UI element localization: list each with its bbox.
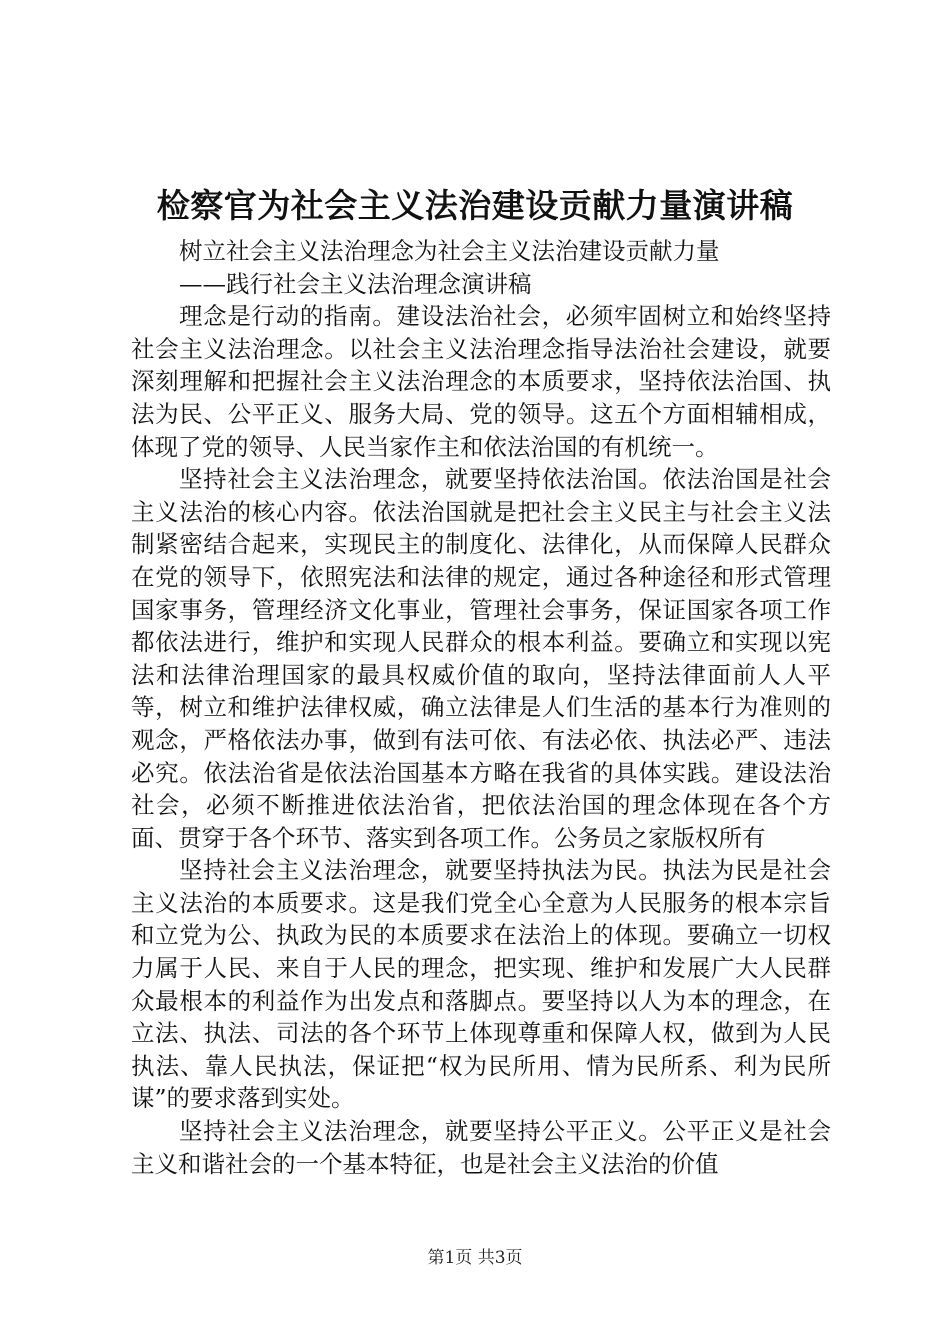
document-body [131,235,831,1180]
document-subtitle-line-2: ——践行社会主义法治理念演讲稿 [179,269,532,298]
body-paragraph: 坚持社会主义法治理念，就要坚持公平正义。公平正义是社会主义和谐社会的一个基本特征，也是社会主义法治的价值 [131,1117,831,1178]
page-number-footer: 第1页 共3页 [427,1248,523,1268]
document-title: 检察官为社会主义法治建设贡献力量演讲稿 [156,186,794,225]
body-paragraph: 理念是行动的指南。建设法治社会，必须牢固树立和始终坚持社会主义法治理念。以社会主义法治理念指导法治社会建设，就要深刻理解和把握社会主义法治理念的本质要求，坚持依法治国、执法为民、公平正义、服务大局、党的领导。这五个方面相辅相成，体现了党的领导、人民当家作主和依法治国的有机统一。 [131,302,831,461]
body-paragraph: 坚持社会主义法治理念，就要坚持依法治国。依法治国是社会主义法治的核心内容。依法治国就是把社会主义民主与社会主义法制紧密结合起来，实现民主的制度化、法律化，从而保障人民群众在党的领导下，依照宪法和法律的规定，通过各种途径和形式管理国家事务，管理经济文化事业，管理社会事务，保证国家各项工作都依法进行，维护和实现人民群众的根本利益。要确立和实现以宪法和法律治理国家的最具权威价值的取向，坚持法律面前人人平等，树立和维护法律权威，确立法律是人们生活的基本行为准则的观念，严格依法办事，做到有法可依、有法必依、执法必严、违法必究。依法治省是依法治国基本方略在我省的具体实践。建设法治社会，必须不断推进依法治省，把依法治国的理念体现在各个方面、贯穿于各个环节、落实到各项工作。公务员之家版权所有 [131,465,831,852]
body-paragraph: 坚持社会主义法治理念，就要坚持执法为民。执法为民是社会主义法治的本质要求。这是我们党全心全意为人民服务的根本宗旨和立党为公、执政为民的本质要求在法治上的体现。要确立一切权力属于人民、来自于人民的理念，把实现、维护和发展广大人民群众最根本的利益作为出发点和落脚点。要坚持以人为本的理念，在立法、执法、司法的各个环节上体现尊重和保障人权，做到为人民执法、靠人民执法，保证把“权为民所用、情为民所系、利为民所谋”的要求落到实处。 [131,856,831,1113]
document-subtitle-line-1: 树立社会主义法治理念为社会主义法治建设贡献力量 [179,237,720,265]
